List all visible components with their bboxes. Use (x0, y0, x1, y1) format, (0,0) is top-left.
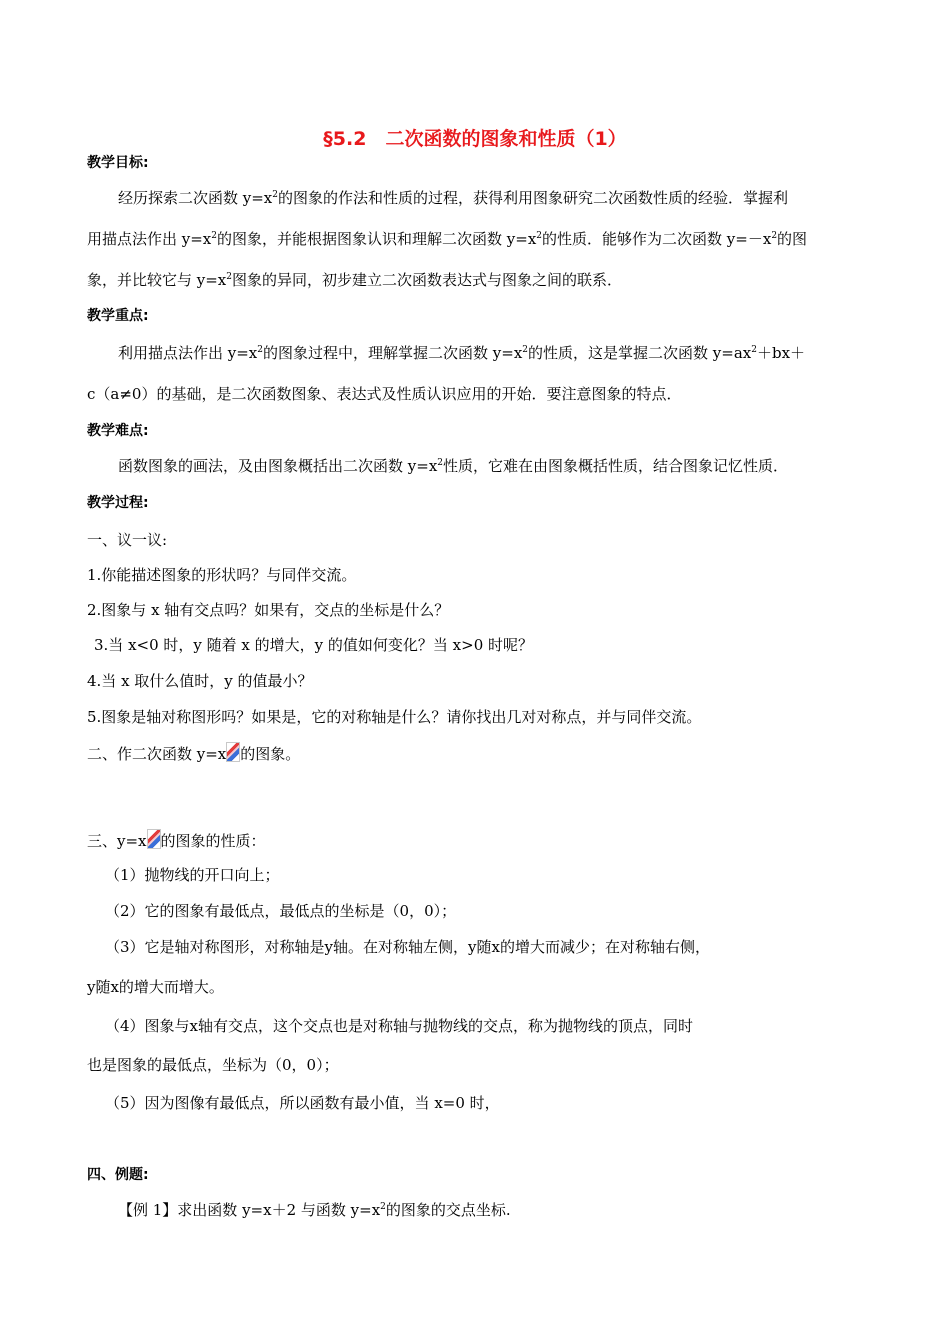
question-3: 3.当 x<0 时，y 随着 x 的增大，y 的值如何变化？当 x>0 时呢？ (94, 636, 534, 654)
objectives-heading: 教学目标: (87, 155, 149, 171)
section-3-title: 三、y=x 的图象的性质： (87, 829, 266, 851)
objectives-line-1: 经历探索二次函数 $y=x^2$的图象的作法和性质的过程，获得利用图象研究二次函数性质的经验．掌握利 (118, 189, 789, 207)
example-1: 【例 1】求出函数 y=x＋2 与函数 $y=x^2$的图象的交点坐标. (118, 1201, 511, 1219)
section-2-title: 二、作二次函数 y=x 的图象。 (87, 742, 300, 764)
page-title: §5.2 二次函数的图象和性质（1） (323, 128, 627, 150)
property-3: （3）它是轴对称图形，对称轴是y轴。在对称轴左侧，y随x的增大而减少；在对称轴右侧， (105, 938, 710, 956)
property-1: （1）抛物线的开口向上； (105, 866, 280, 884)
question-4: 4.当 x 取什么值时，y 的值最小？ (87, 672, 313, 690)
section-1-title: 一、议一议: (87, 531, 168, 549)
process-heading: 教学过程: (87, 495, 149, 511)
question-5: 5.图象是轴对称图形吗？如果是，它的对称轴是什么？请你找出几对对称点，并与同伴交流。 (87, 708, 702, 726)
objectives-line-3: 象，并比较它与 $y=x^2$图象的异同，初步建立二次函数表达式与图象之间的联系． (87, 271, 623, 289)
examples-heading: 四、例题: (87, 1167, 149, 1183)
key-points-heading: 教学重点: (87, 308, 149, 324)
property-3-cont: y随x的增大而增大。 (87, 978, 224, 996)
question-2: 2.图象与 x 轴有交点吗？如果有，交点的坐标是什么？ (87, 601, 450, 619)
difficulties-line-1: 函数图象的画法，及由图象概括出二次函数 $y=x^2$性质，它难在由图象概括性质，结合图象记忆性质． (118, 457, 789, 475)
question-1: 1.你能描述图象的形状吗？与同伴交流。 (87, 566, 357, 584)
key-points-line-2: c（a≠0）的基础，是二次函数图象、表达式及性质认识应用的开始．要注意图象的特点． (87, 385, 682, 403)
objectives-line-2: 用描点法作出 $y=x^2$的图象，并能根据图象认识和理解二次函数 $y=x^2$的性质．能够作为二次函数 $y=-x^2$的图 (87, 230, 808, 248)
property-2: （2）它的图象有最低点，最低点的坐标是（0，0）； (105, 902, 457, 920)
key-points-line-1: 利用描点法作出 $y=x^2$的图象过程中，理解掌握二次函数 $y=x^2$的性质，这是掌握二次函数 $y=ax^2+bx+$ (118, 344, 806, 362)
squared-image-icon (226, 742, 240, 762)
difficulties-heading: 教学难点: (87, 423, 149, 439)
property-5: （5）因为图像有最低点，所以函数有最小值，当 x=0 时， (105, 1094, 500, 1112)
property-4: （4）图象与x轴有交点，这个交点也是对称轴与抛物线的交点，称为抛物线的顶点，同时 (105, 1017, 694, 1035)
property-4-cont: 也是图象的最低点，坐标为（0，0）； (87, 1056, 339, 1074)
squared-image-icon (147, 829, 161, 849)
